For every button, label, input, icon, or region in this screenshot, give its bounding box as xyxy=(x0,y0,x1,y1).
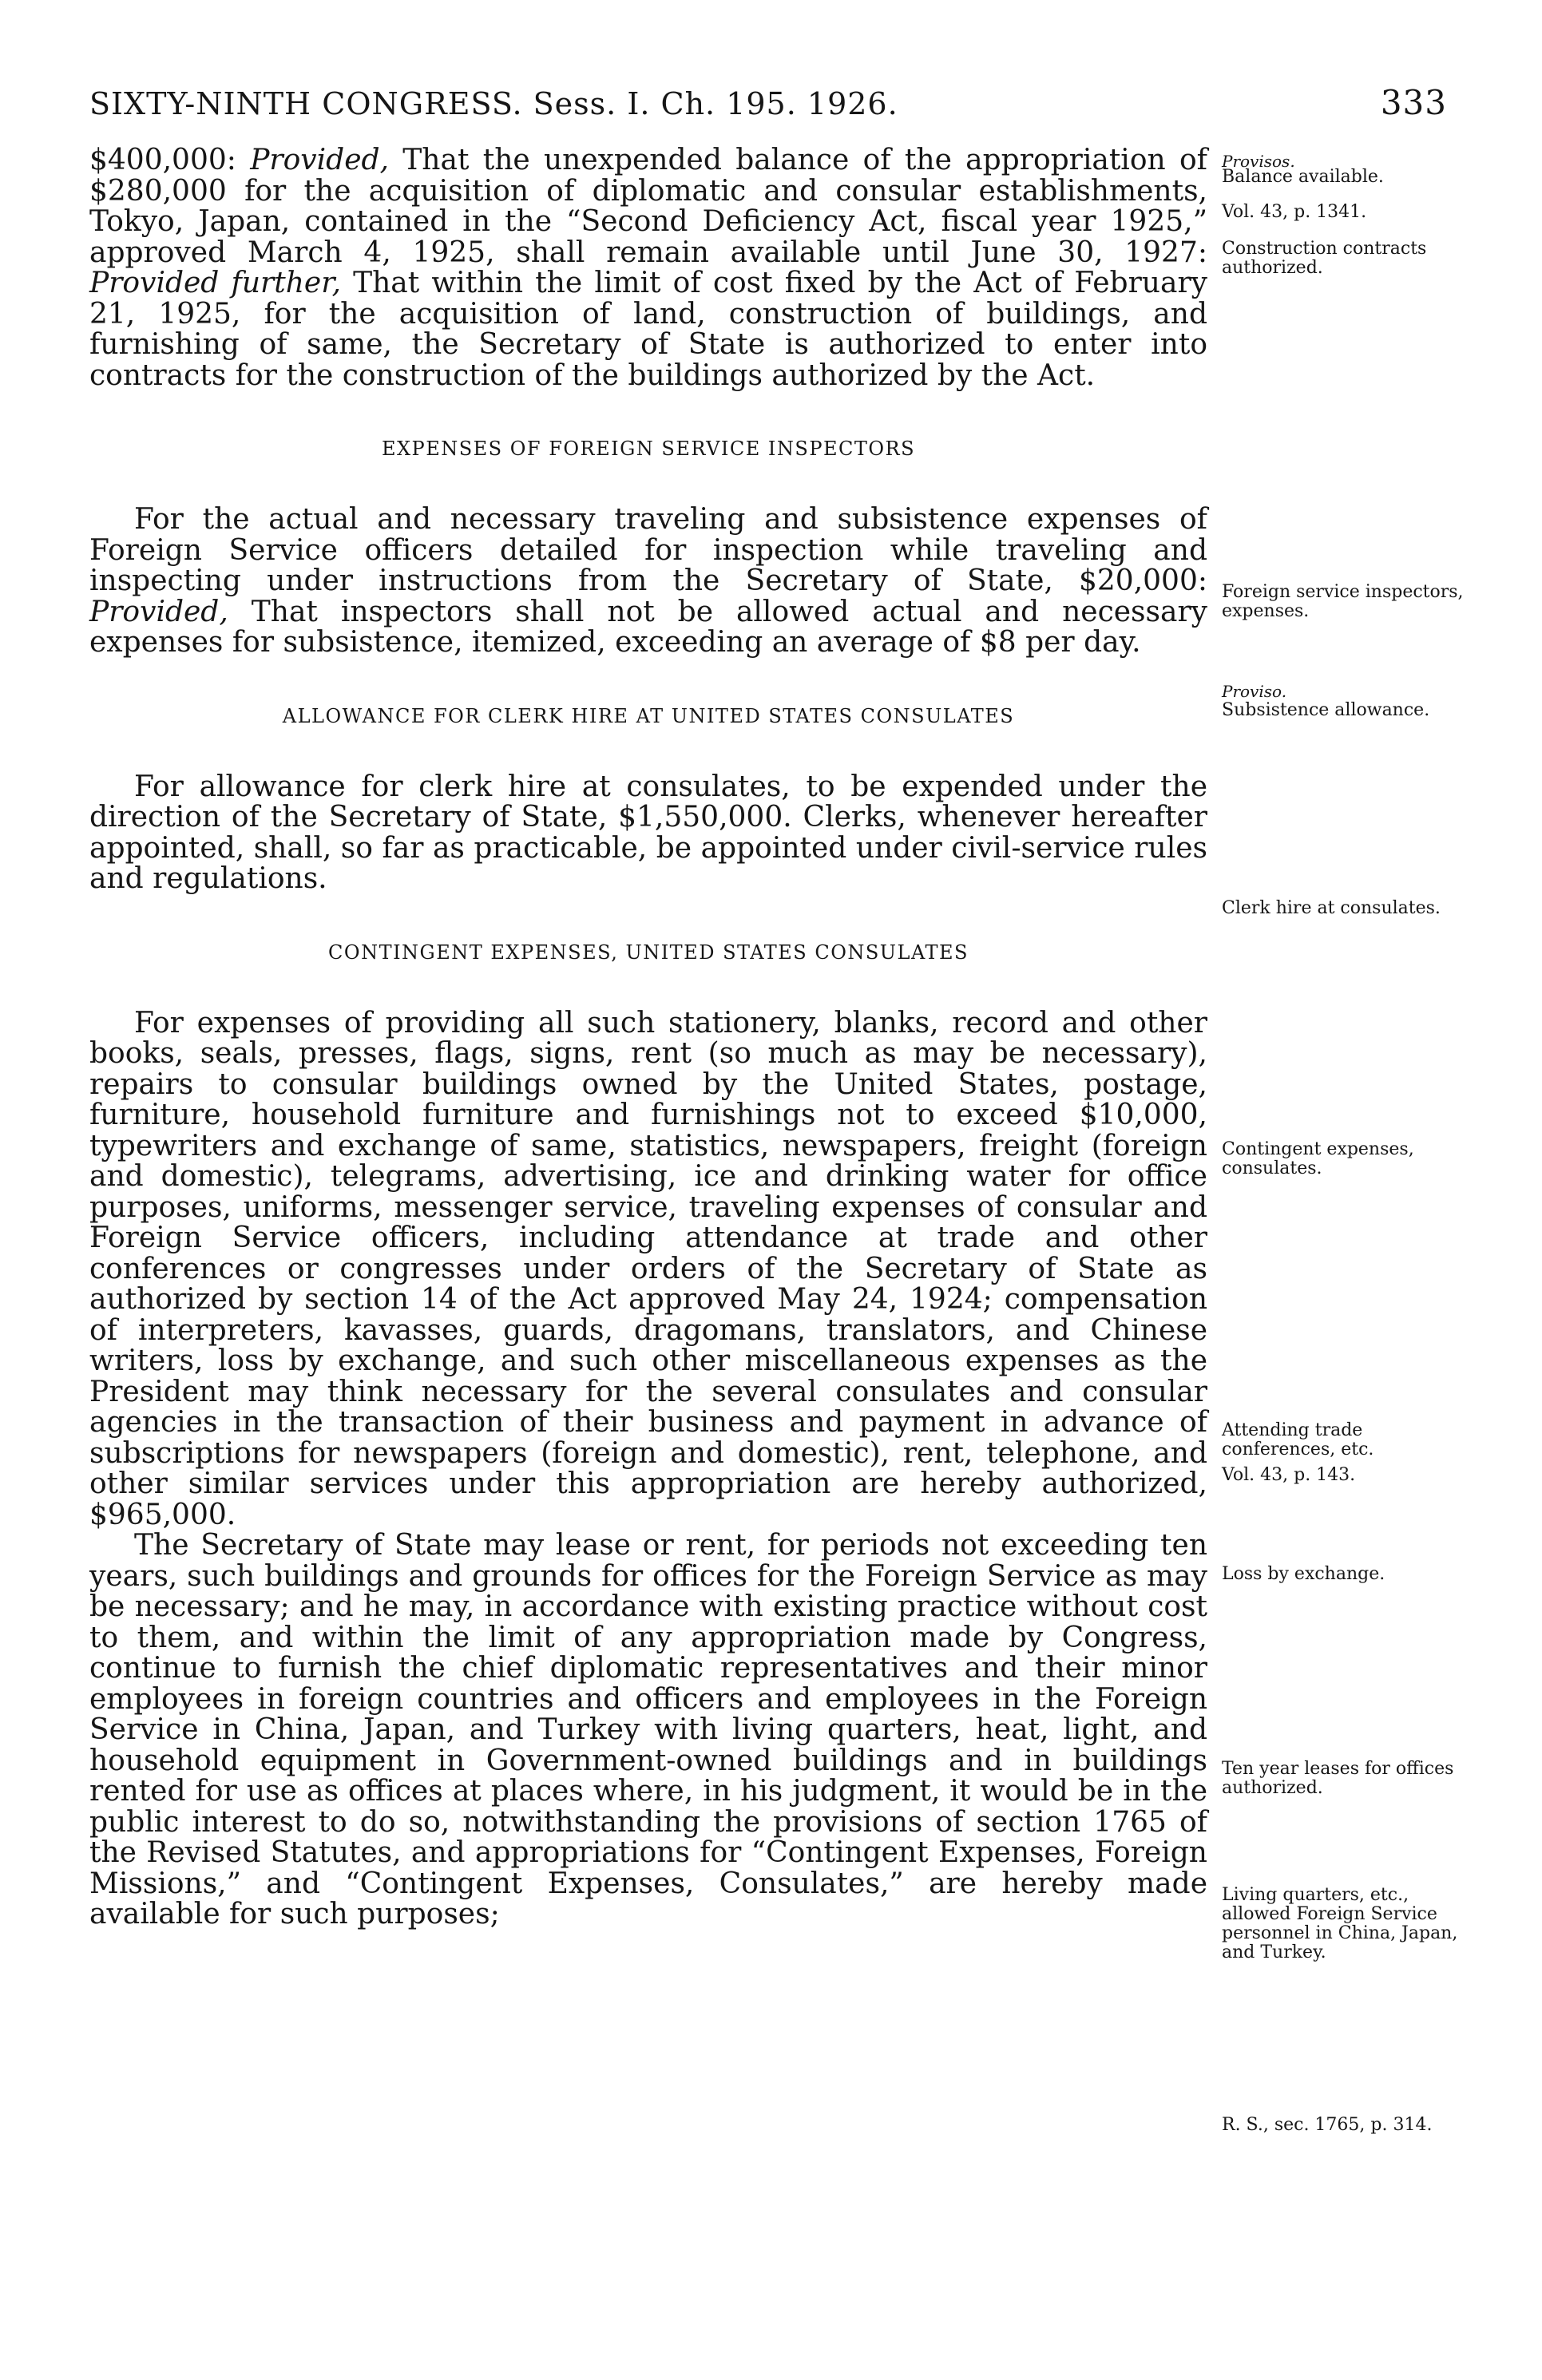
section-heading-clerk-hire: ALLOWANCE FOR CLERK HIRE AT UNITED STATES CONSULATES xyxy=(282,704,1015,727)
paragraph-appropriation-balance: $400,000: Provided, That the unexpended balance of the appropriation of $280,000 for the acquisition of diplomatic and consular establishments, Tokyo, Japan, contained in the “Second Deficiency Act, fiscal year 1925,” approved March 4, 1925, shall remain available until June 30, 1927: Provided further, That within the limit of cost fixed by the Act of February 21, 1925, for the acquisition of land, construction of buildings, and furnishing of same, the Secretary of State is authorized to enter into contracts for the construction of the buildings authorized by the Act. xyxy=(89,144,1207,392)
margin-note-construction: Construction contracts authorized. xyxy=(1222,239,1427,278)
section-heading-contingent: CONTINGENT EXPENSES, UNITED STATES CONSULATES xyxy=(328,941,969,964)
running-head xyxy=(89,83,1447,134)
margin-note-vol43-p1341: Vol. 43, p. 1341. xyxy=(1222,202,1367,222)
provided-further-term: Provided further, xyxy=(89,267,341,299)
margin-note-attending: Attending trade conferences, etc. xyxy=(1222,1420,1374,1459)
running-head-title: SIXTY-NINTH CONGRESS. Sess. I. Ch. 195. 1926. xyxy=(89,86,898,121)
margin-note-subsistence: Subsistence allowance. xyxy=(1222,700,1430,720)
paragraph-clerk-hire: For allowance for clerk hire at consulates, to be expended under the direction of the Secretary of State, $1,550,000. Clerks, whenever hereafter appointed, shall, so far as practicable, be appointed under civil-service rules and regulations. xyxy=(89,770,1207,895)
margin-note-loss-exchange: Loss by exchange. xyxy=(1222,1564,1385,1584)
section-heading-inspectors: EXPENSES OF FOREIGN SERVICE INSPECTORS xyxy=(381,438,916,460)
margin-note-contingent: Contingent expenses, consulates. xyxy=(1222,1139,1414,1178)
page-number: 333 xyxy=(1380,83,1447,122)
margin-note-provisos: Provisos. xyxy=(1222,152,1295,171)
paragraph-contingent-expenses: For expenses of providing all such stationery, blanks, record and other books, seals, presses, flags, signs, rent (so much as may be necessary), repairs to consular buildings owned by the United States, postage, furniture, household furniture and furnishings not to exceed $10,000, typewriters and exchange of same, statistics, newspapers, freight (foreign and domestic), telegrams, advertising, ice and drinking water for office purposes, uniforms, messenger service, traveling expenses of consular and Foreign Service officers, including attendance at trade and other conferences or congresses under orders of the Secretary of State as authorized by section 14 of the Act approved May 24, 1924; compensation of interpreters, kavasses, guards, dragomans, translators, and Chinese writers, loss by exchange, and such other miscellaneous expenses as the President may think necessary for the several consulates and consular agencies in the transaction of their business and payment in advance of subscriptions for newspapers (foreign and domestic), rent, telephone, and other similar services under this appropriation are hereby authorized, $965,000. xyxy=(89,1006,1207,1531)
margin-note-clerk-hire: Clerk hire at consulates. xyxy=(1222,898,1441,918)
paragraph-inspectors: For the actual and necessary traveling and subsistence expenses of Foreign Service officers detailed for inspection while traveling and inspecting under instructions from the Secretary of State, $20,000: Provided, That inspectors shall not be allowed actual and necessary expenses for subsistence, itemized, exceeding an average of $8 per day. xyxy=(89,503,1207,659)
margin-note-balance: Balance available. xyxy=(1222,167,1384,187)
margin-note-inspectors: Foreign service inspectors, expenses. xyxy=(1222,582,1464,621)
margin-note-vol43-p143: Vol. 43, p. 143. xyxy=(1222,1465,1356,1485)
provided-term: Provided, xyxy=(250,144,389,176)
provided-term: Provided, xyxy=(89,595,228,628)
margin-note-living-quarters: Living quarters, etc., allowed Foreign Service personnel in China, Japan, and Turkey. xyxy=(1222,1885,1458,1962)
paragraph-leases: The Secretary of State may lease or rent, for periods not exceeding ten years, such buildings and grounds for offices for the Foreign Service as may be necessary; and he may, in accordance with existing practice without cost to them, and within the limit of any appropriation made by Congress, continue to furnish the chief diplomatic representatives and their minor employees in foreign countries and officers and employees in the Foreign Service in China, Japan, and Turkey with living quarters, heat, light, and household equipment in Government-owned buildings and in buildings rented for use as offices at places where, in his judgment, it would be in the public interest to do so, notwithstanding the provisions of section 1765 of the Revised Statutes, and appropriations for “Contingent Expenses, Foreign Missions,” and “Contingent Expenses, Consulates,” are hereby made available for such purposes; xyxy=(89,1529,1207,1931)
margin-note-rs-1765: R. S., sec. 1765, p. 314. xyxy=(1222,2115,1433,2135)
margin-note-leases: Ten year leases for offices authorized. xyxy=(1222,1759,1454,1798)
statute-text xyxy=(89,145,1207,1931)
margin-note-proviso: Proviso. xyxy=(1222,682,1287,701)
